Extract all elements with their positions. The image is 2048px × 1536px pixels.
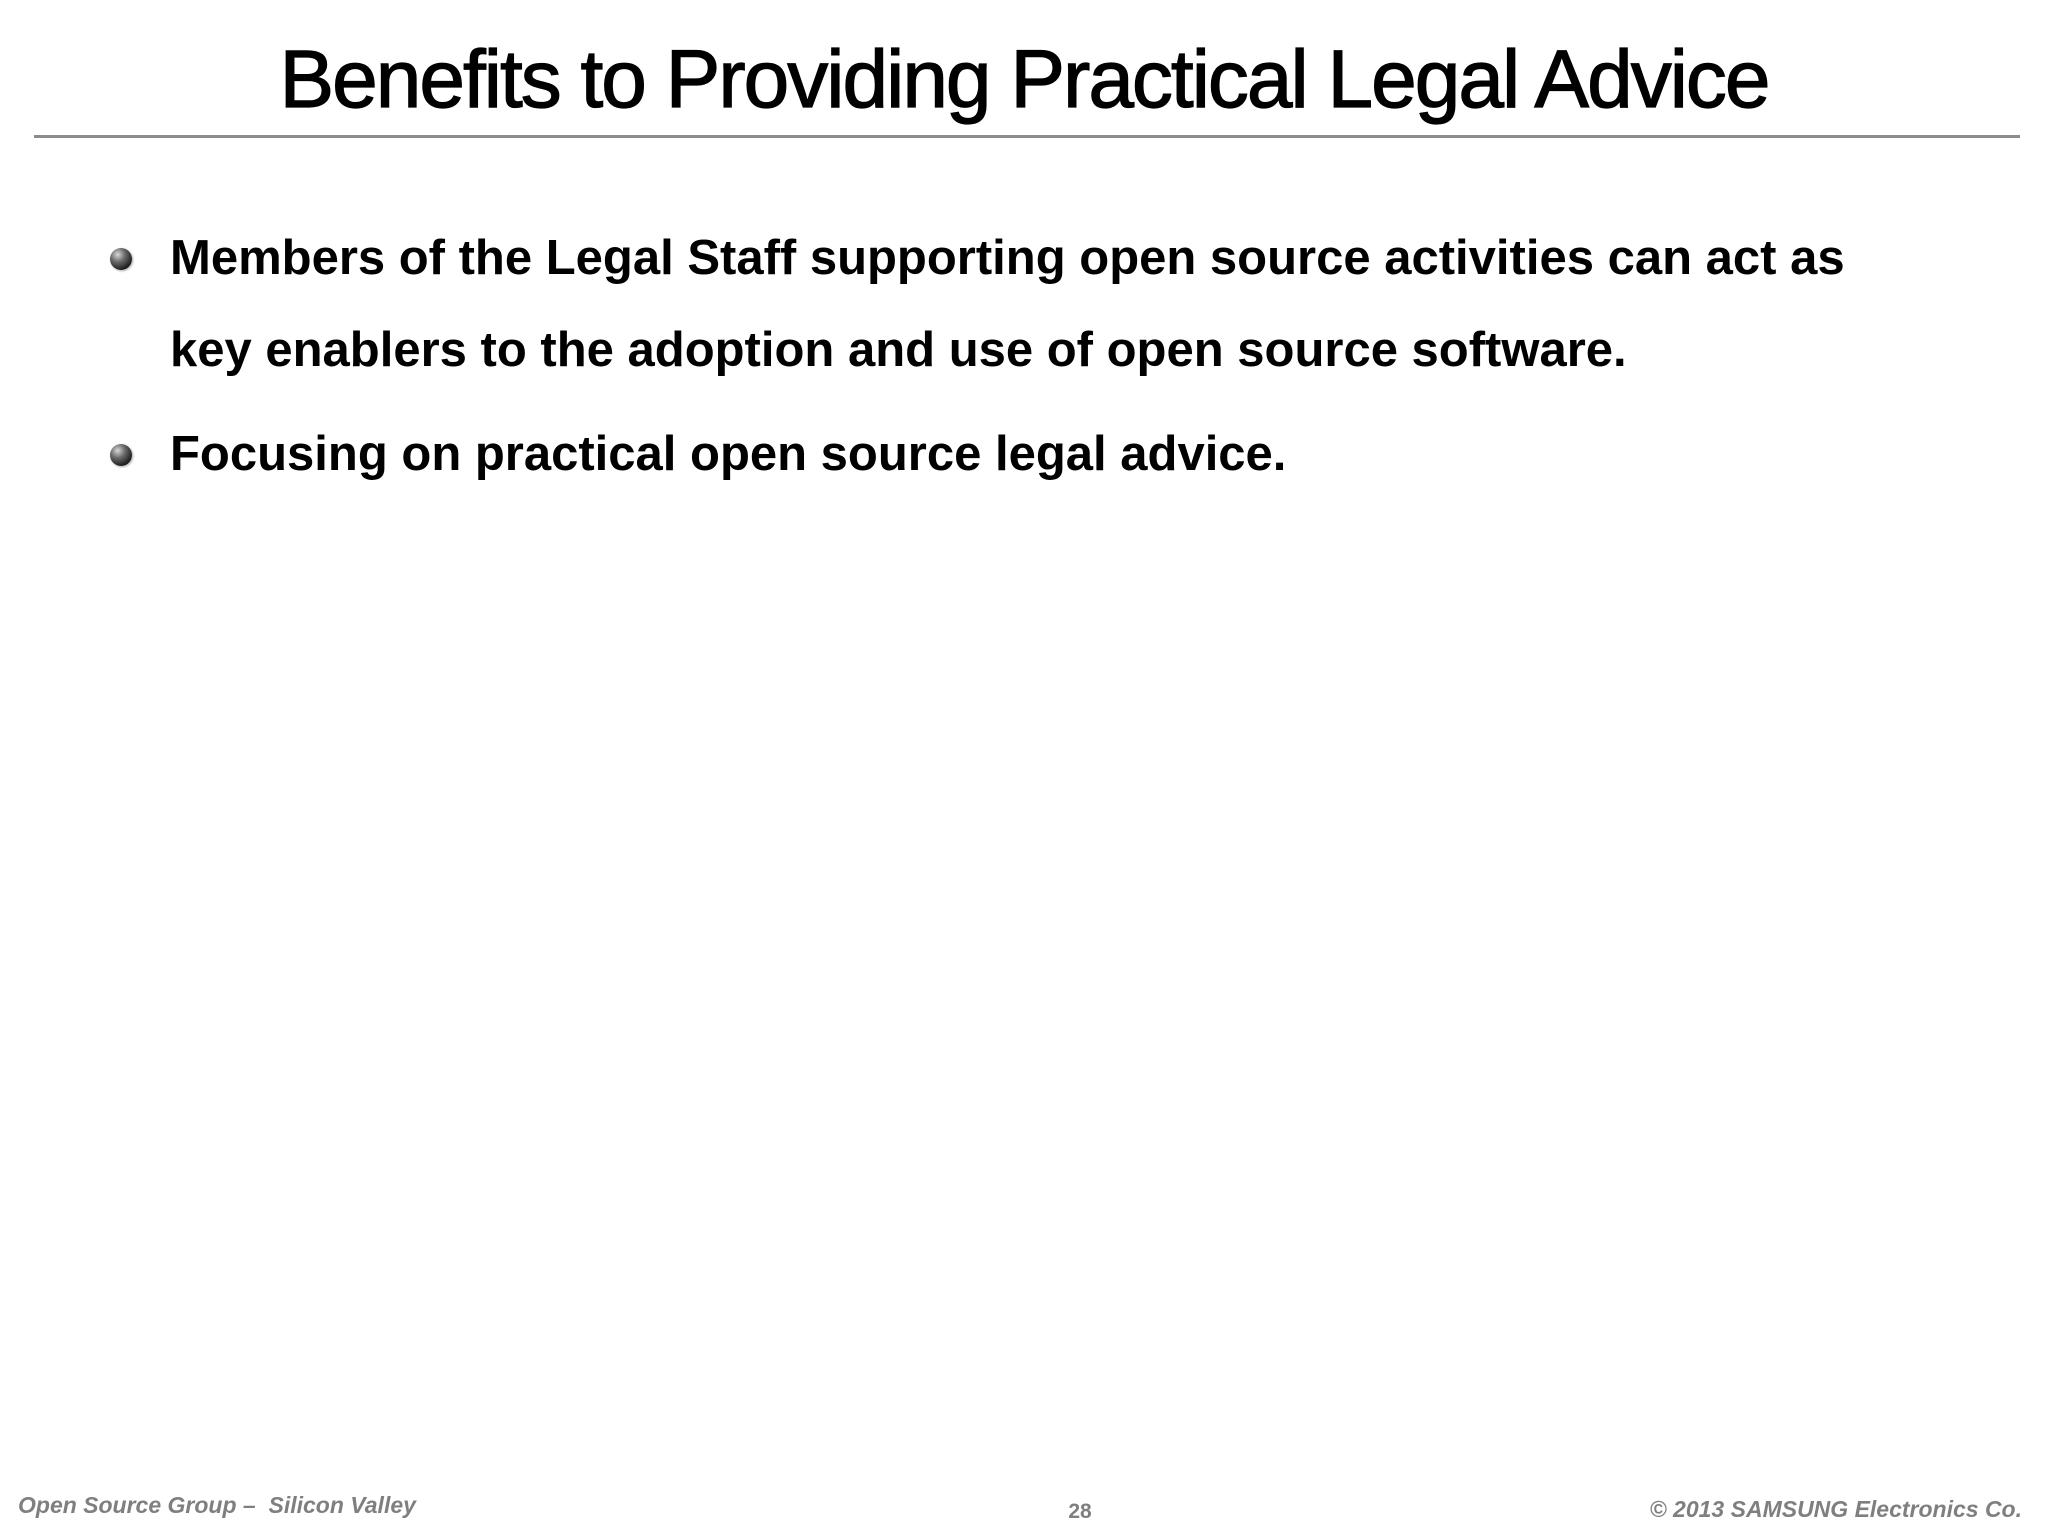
footer-group-name: Open Source Group – Silicon Valley (18, 1492, 416, 1518)
bullet-list (104, 212, 1904, 500)
bullet-text: Focusing on practical open source legal advice. (170, 427, 1287, 481)
bullet-text: Members of the Legal Staff supporting open source activities can act as key enablers to the adoption and use of open source software. (170, 231, 1845, 377)
bullet-dot-icon (110, 248, 132, 270)
page-number: 28 (1068, 1500, 1092, 1523)
title-divider (34, 135, 2020, 138)
slide-title: Benefits to Providing Practical Legal Advice (279, 34, 1769, 125)
bullet-item (104, 212, 1904, 396)
bullet-dot-icon (110, 444, 132, 466)
bullet-item (104, 408, 1904, 500)
footer-copyright: © 2013 SAMSUNG Electronics Co. (1649, 1496, 2022, 1522)
